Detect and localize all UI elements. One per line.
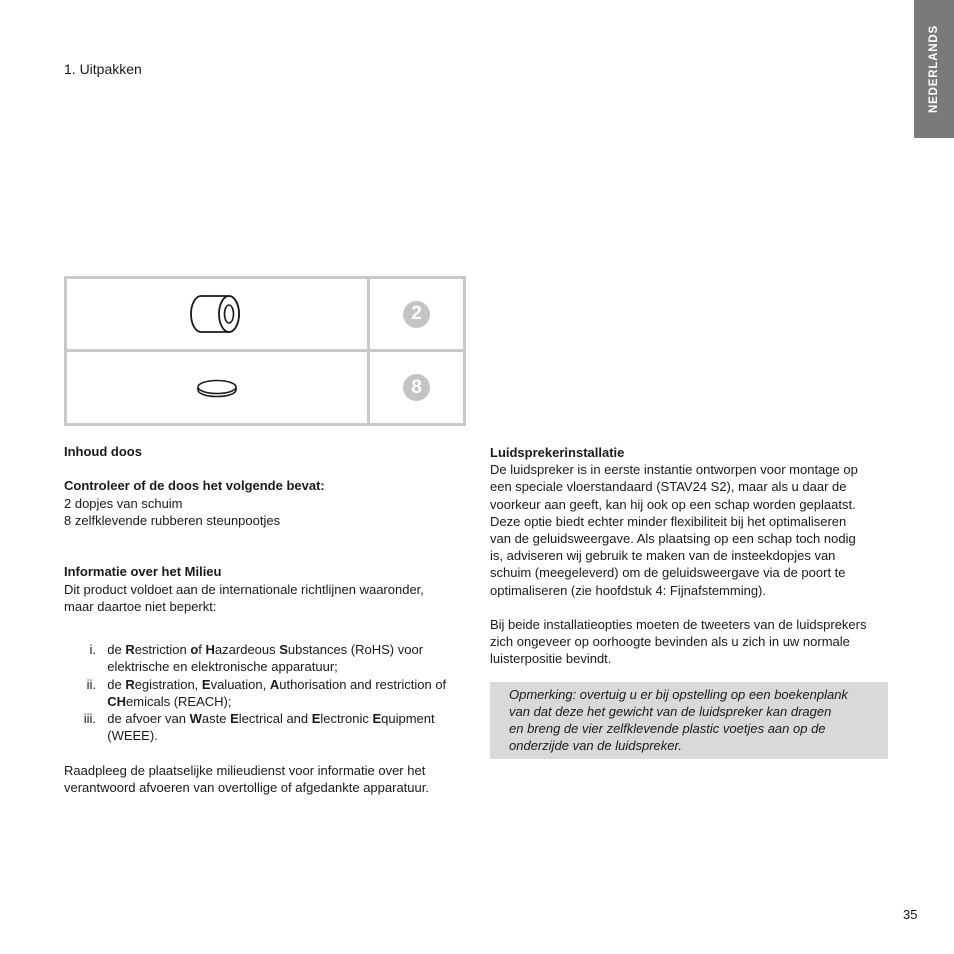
box-contents-column [64, 443, 464, 796]
rubber-foot-icon [194, 375, 240, 401]
language-tab-label: NEDERLANDS [928, 25, 940, 113]
language-tab [914, 0, 954, 138]
contents-item: 2 dopjes van schuim [64, 495, 183, 511]
shelf-note-box: Opmerking: overtuig u er bij opstelling op een boekenplank van dat deze het gewicht van de luidspreker kan dragen en breng de vier zelfklevende plastic voetjes aan op de onderzijde van de luidspreker. [490, 682, 888, 760]
installation-heading: Luidsprekerinstallatie [490, 445, 625, 460]
item-quantity-cell [370, 279, 463, 349]
environment-outro: Raadpleeg de plaatselijke milieudienst voor informatie over het verantwoord afvoeren van overtollige of afgedankte apparatuur. [64, 762, 429, 795]
item-quantity-cell [370, 352, 463, 423]
directive-list-item: ii. de Registration, Evaluation, Authorisation and restriction of CHemicals (REACH); [86, 676, 447, 709]
installation-paragraph: De luidspreker is in eerste instantie ontworpen voor montage op een speciale vloerstandaard (STAV24 S2), maar als u daar de voorkeur aan geeft, kan hij ook op een schap worden geplaatst. Deze optie biedt echter minder flexibiliteit bij het optimaliseren van de geluidsweergave. Als plaatsing op een schap toch nodig is, adviseren wij gebruik te maken van de insteekdopjes van schuim (meegeleverd) om de geluidsweergave via de poort te optimaliseren (zie hoofdstuk 4: Fijnafstemming). [490, 462, 858, 598]
item-illustration-cell [67, 279, 367, 349]
foam-plug-icon [187, 292, 247, 336]
environment-intro: Dit product voldoet aan de internationale richtlijnen waaronder, maar daartoe niet beperkt: [64, 581, 424, 614]
directive-list [64, 641, 464, 744]
directive-list-item: i. de Restriction of Hazardeous Substances (RoHS) voor elektrische en elektronische apparatuur; [89, 642, 424, 675]
quantity-badge: 2 [403, 301, 430, 328]
page-number: 35 [903, 907, 918, 922]
environment-heading: Informatie over het Milieu [64, 564, 222, 580]
box-contents-table [64, 276, 466, 426]
item-illustration-cell [67, 352, 367, 423]
directive-list-item: iii. de afvoer van Waste Electrical and Electronic Equipment (WEEE). [83, 710, 435, 744]
section-title: 1. Uitpakken [64, 61, 142, 77]
tweeter-height-paragraph: Bij beide installatieopties moeten de tweeters van de luidsprekers zich ongeveer op oorhoogte bevinden als u zich in uw normale luisterpositie bevindt. [490, 617, 867, 667]
box-contents-heading: Inhoud doos [64, 444, 142, 459]
quantity-badge: 8 [403, 374, 430, 401]
contents-item: 8 zelfklevende rubberen steunpootjes [64, 512, 281, 528]
check-contents-heading: Controleer of de doos het volgende bevat: [64, 478, 325, 494]
speaker-installation-column [490, 444, 888, 759]
